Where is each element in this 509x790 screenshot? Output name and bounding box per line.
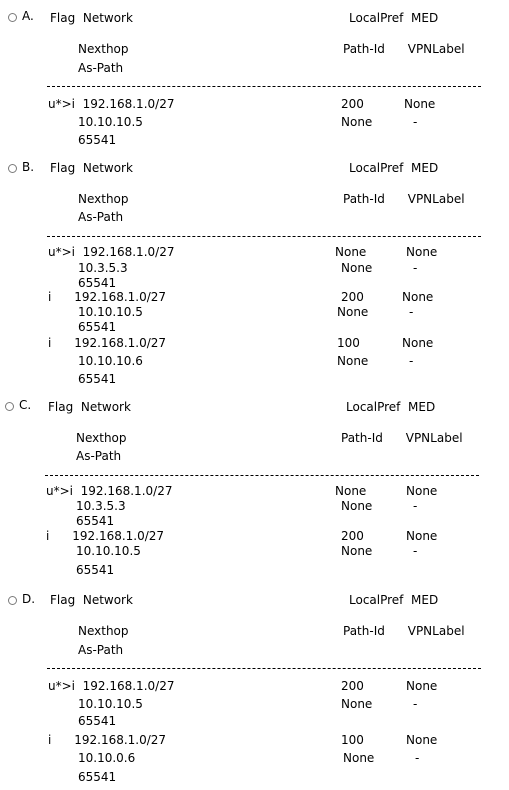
option-d-row-1-prefix: u*>i 192.168.1.0/27 bbox=[48, 679, 175, 693]
option-a-row-1-prefix: u*>i 192.168.1.0/27 bbox=[48, 97, 175, 111]
option-d-row-2-med: None bbox=[406, 733, 438, 747]
option-d-row-1-med: None bbox=[406, 679, 438, 693]
option-a-header-pathid-vpnlabel: Path-Id VPNLabel bbox=[343, 42, 465, 56]
option-d-header-flag-network: Flag Network bbox=[50, 593, 133, 607]
option-c-row-2-med: None bbox=[406, 529, 438, 543]
option-b-header-nexthop: Nexthop bbox=[78, 192, 129, 206]
option-d-header-nexthop: Nexthop bbox=[78, 624, 129, 638]
option-c-row-1-nexthop: 10.3.5.3 bbox=[76, 499, 126, 513]
option-d-header-localpref-med: LocalPref MED bbox=[349, 593, 439, 607]
option-a-row-1-localpref: 200 bbox=[341, 97, 364, 111]
option-c-row-1-prefix: u*>i 192.168.1.0/27 bbox=[46, 484, 173, 498]
option-d-row-1-localpref: 200 bbox=[341, 679, 364, 693]
option-a-divider bbox=[47, 86, 481, 87]
option-a-header-aspath: As-Path bbox=[78, 61, 124, 75]
option-c-header-nexthop: Nexthop bbox=[76, 431, 127, 445]
option-c-row-2-pathid: None bbox=[341, 544, 373, 558]
option-c-row-2-prefix: i 192.168.1.0/27 bbox=[46, 529, 165, 543]
option-c-radio[interactable] bbox=[5, 402, 14, 411]
option-b-row-3-pathid: None bbox=[337, 354, 369, 368]
option-a-header-flag-network: Flag Network bbox=[50, 11, 133, 25]
option-b-row-1-localpref: None bbox=[335, 245, 367, 259]
option-b-row-3-aspath: 65541 bbox=[78, 372, 117, 386]
option-b-row-1-aspath: 65541 bbox=[78, 276, 117, 290]
option-d-header-aspath: As-Path bbox=[78, 643, 124, 657]
option-b-header-flag-network: Flag Network bbox=[50, 161, 133, 175]
option-a-row-1-nexthop: 10.10.10.5 bbox=[78, 115, 143, 129]
option-c-row-2-aspath: 65541 bbox=[76, 563, 115, 577]
option-c-row-1-vpnlabel: - bbox=[413, 499, 418, 513]
option-c-letter: C. bbox=[19, 398, 32, 412]
option-d-row-2-nexthop: 10.10.0.6 bbox=[78, 751, 136, 765]
option-d-row-1-aspath: 65541 bbox=[78, 714, 117, 728]
option-b-row-3-vpnlabel: - bbox=[409, 354, 414, 368]
option-c-header-flag-network: Flag Network bbox=[48, 400, 131, 414]
option-c-divider bbox=[45, 475, 479, 476]
option-b-header-aspath: As-Path bbox=[78, 210, 124, 224]
option-d-row-2-aspath: 65541 bbox=[78, 770, 117, 784]
option-d-row-1-nexthop: 10.10.10.5 bbox=[78, 697, 143, 711]
option-b-row-2-nexthop: 10.10.10.5 bbox=[78, 305, 143, 319]
option-c-row-1-med: None bbox=[406, 484, 438, 498]
option-c-row-1-aspath: 65541 bbox=[76, 514, 115, 528]
option-b-row-1-prefix: u*>i 192.168.1.0/27 bbox=[48, 245, 175, 259]
option-c-row-2-vpnlabel: - bbox=[413, 544, 418, 558]
option-b-row-1-nexthop: 10.3.5.3 bbox=[78, 261, 128, 275]
option-d-row-2-vpnlabel: - bbox=[415, 751, 420, 765]
option-d-radio[interactable] bbox=[8, 596, 17, 605]
option-c-row-1-pathid: None bbox=[341, 499, 373, 513]
option-c-row-1-localpref: None bbox=[335, 484, 367, 498]
option-d-row-1-pathid: None bbox=[341, 697, 373, 711]
option-b-row-1-pathid: None bbox=[341, 261, 373, 275]
option-b-row-2-localpref: 200 bbox=[341, 290, 364, 304]
option-a-letter: A. bbox=[22, 9, 34, 23]
option-b-row-3-localpref: 100 bbox=[337, 336, 360, 350]
option-d-row-2-localpref: 100 bbox=[341, 733, 364, 747]
option-d-row-1-vpnlabel: - bbox=[413, 697, 418, 711]
option-b-row-3-nexthop: 10.10.10.6 bbox=[78, 354, 143, 368]
option-c-header-aspath: As-Path bbox=[76, 449, 122, 463]
option-d-header-pathid-vpnlabel: Path-Id VPNLabel bbox=[343, 624, 465, 638]
option-d-divider bbox=[47, 668, 481, 669]
option-b-header-localpref-med: LocalPref MED bbox=[349, 161, 439, 175]
option-a-radio[interactable] bbox=[8, 13, 17, 22]
option-b-divider bbox=[47, 236, 481, 237]
option-c-header-pathid-vpnlabel: Path-Id VPNLabel bbox=[341, 431, 463, 445]
option-a-header-localpref-med: LocalPref MED bbox=[349, 11, 439, 25]
option-a-header-nexthop: Nexthop bbox=[78, 42, 129, 56]
option-d-row-2-pathid: None bbox=[343, 751, 375, 765]
option-b-radio[interactable] bbox=[8, 164, 17, 173]
option-b-letter: B. bbox=[22, 160, 35, 174]
option-b-row-3-med: None bbox=[402, 336, 434, 350]
option-c-row-2-localpref: 200 bbox=[341, 529, 364, 543]
option-a-row-1-pathid: None bbox=[341, 115, 373, 129]
option-a-row-1-med: None bbox=[404, 97, 436, 111]
option-c-row-2-nexthop: 10.10.10.5 bbox=[76, 544, 141, 558]
option-b-row-2-prefix: i 192.168.1.0/27 bbox=[48, 290, 167, 304]
option-b-row-2-pathid: None bbox=[337, 305, 369, 319]
option-b-row-2-vpnlabel: - bbox=[409, 305, 414, 319]
option-a-row-1-vpnlabel: - bbox=[413, 115, 418, 129]
option-a-row-1-aspath: 65541 bbox=[78, 133, 117, 147]
option-c-header-localpref-med: LocalPref MED bbox=[346, 400, 436, 414]
option-b-row-2-med: None bbox=[402, 290, 434, 304]
option-d-letter: D. bbox=[22, 592, 36, 606]
option-b-row-1-vpnlabel: - bbox=[413, 261, 418, 275]
option-b-row-3-prefix: i 192.168.1.0/27 bbox=[48, 336, 167, 350]
option-b-row-1-med: None bbox=[406, 245, 438, 259]
option-d-row-2-prefix: i 192.168.1.0/27 bbox=[48, 733, 167, 747]
option-b-row-2-aspath: 65541 bbox=[78, 320, 117, 334]
option-b-header-pathid-vpnlabel: Path-Id VPNLabel bbox=[343, 192, 465, 206]
